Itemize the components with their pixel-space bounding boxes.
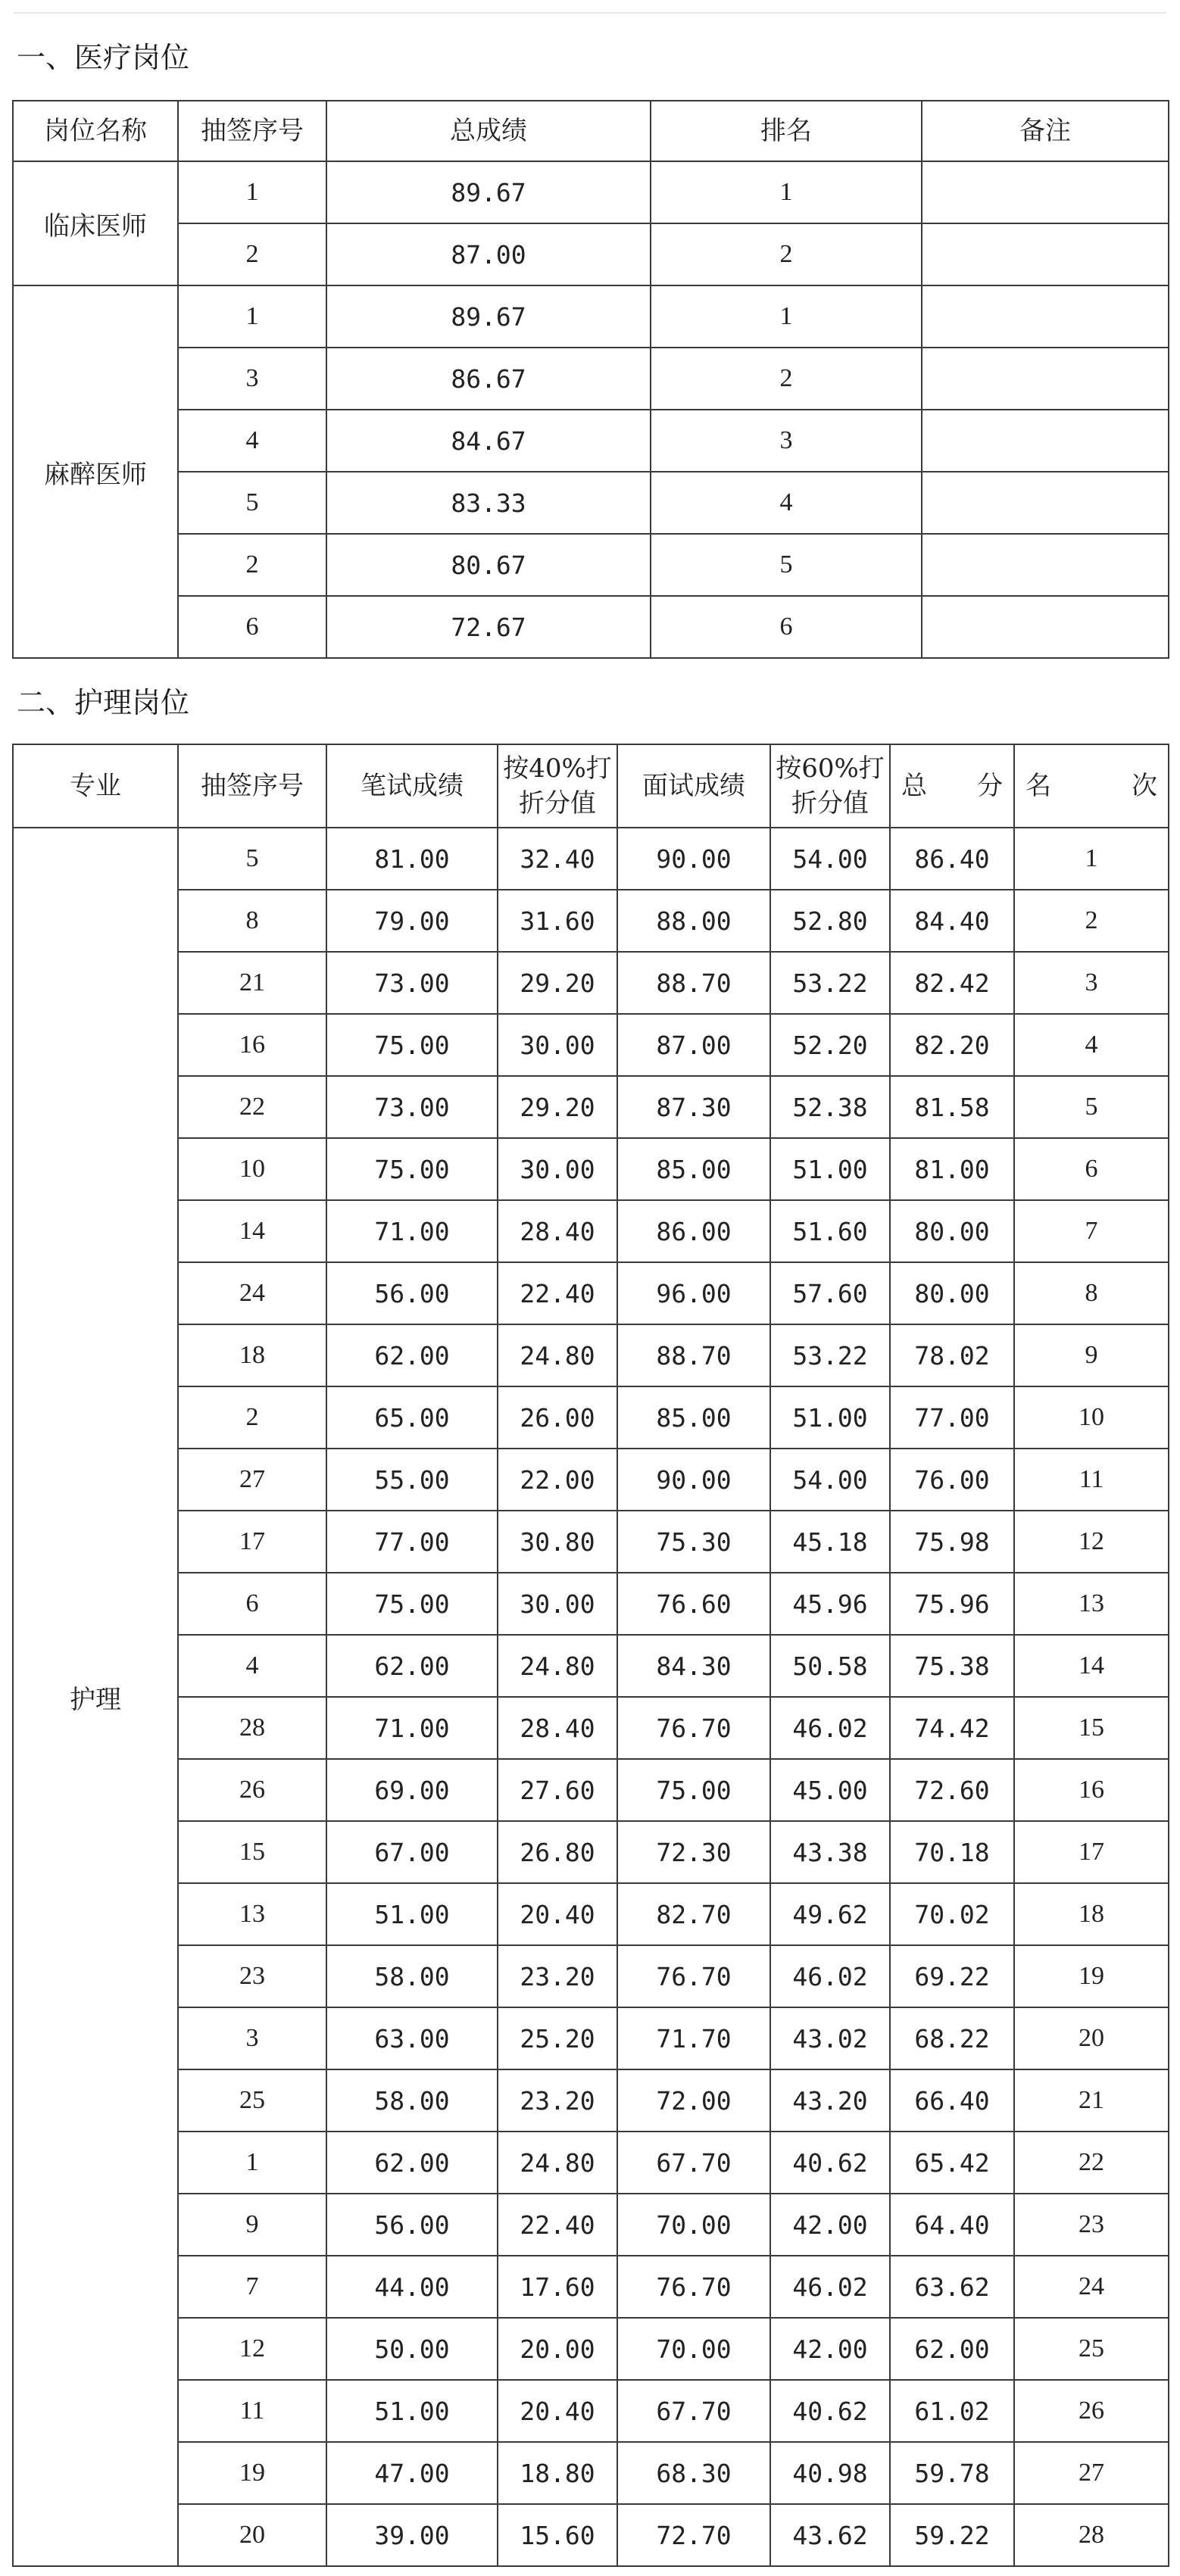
total-score-cell: 81.58 <box>890 1076 1014 1138</box>
draw-number-cell: 2 <box>178 1386 326 1449</box>
written-40pct-cell: 28.40 <box>498 1200 617 1262</box>
draw-number-cell: 1 <box>178 285 326 348</box>
total-score-cell: 75.98 <box>890 1511 1014 1573</box>
post-name-cell: 临床医师 <box>13 161 178 285</box>
interview-score-cell: 88.00 <box>617 890 770 952</box>
total-score-cell: 80.00 <box>890 1262 1014 1324</box>
table-row <box>13 2132 1169 2194</box>
written-40pct-cell: 30.00 <box>498 1573 617 1635</box>
interview-score-cell: 72.00 <box>617 2069 770 2132</box>
draw-number-cell: 14 <box>178 1200 326 1262</box>
interview-60pct-cell: 46.02 <box>770 1697 890 1759</box>
interview-60pct-cell: 45.96 <box>770 1573 890 1635</box>
header-draw-number: 抽签序号 <box>178 101 326 161</box>
interview-score-cell: 67.70 <box>617 2132 770 2194</box>
rank-cell: 18 <box>1014 1883 1169 1945</box>
header-major: 专业 <box>13 744 178 828</box>
interview-60pct-cell: 46.02 <box>770 1945 890 2007</box>
interview-score-cell: 67.70 <box>617 2380 770 2442</box>
table-row <box>13 1076 1169 1138</box>
rank-cell: 5 <box>651 534 922 596</box>
table-row <box>13 1759 1169 1821</box>
written-40pct-cell: 28.40 <box>498 1697 617 1759</box>
draw-number-cell: 27 <box>178 1449 326 1511</box>
draw-number-cell: 4 <box>178 1635 326 1697</box>
draw-number-cell: 4 <box>178 410 326 472</box>
written-40pct-cell: 22.40 <box>498 2194 617 2256</box>
table-row <box>13 2069 1169 2132</box>
total-score-cell: 76.00 <box>890 1449 1014 1511</box>
table-row <box>13 2442 1169 2504</box>
header-interview-60pct-line2: 折分值 <box>791 788 869 819</box>
written-score-cell: 75.00 <box>326 1014 498 1076</box>
interview-60pct-cell: 42.00 <box>770 2194 890 2256</box>
interview-60pct-cell: 45.18 <box>770 1511 890 1573</box>
rank-cell: 6 <box>651 596 922 658</box>
written-40pct-cell: 24.80 <box>498 1635 617 1697</box>
written-40pct-cell: 29.20 <box>498 952 617 1014</box>
header-written-40pct-line1: 按40%打 <box>503 753 612 784</box>
written-score-cell: 73.00 <box>326 952 498 1014</box>
rank-cell: 11 <box>1014 1449 1169 1511</box>
interview-score-cell: 87.30 <box>617 1076 770 1138</box>
draw-number-cell: 18 <box>178 1324 326 1386</box>
section1-title: 一、医疗岗位 <box>17 41 190 74</box>
total-score-cell: 70.18 <box>890 1821 1014 1883</box>
draw-number-cell: 10 <box>178 1138 326 1200</box>
written-score-cell: 75.00 <box>326 1573 498 1635</box>
medical-results-table <box>12 100 1169 659</box>
written-score-cell: 75.00 <box>326 1138 498 1200</box>
interview-60pct-cell: 51.00 <box>770 1386 890 1449</box>
draw-number-cell: 20 <box>178 2504 326 2566</box>
total-score-cell: 66.40 <box>890 2069 1014 2132</box>
written-40pct-cell: 26.80 <box>498 1821 617 1883</box>
rank-cell: 27 <box>1014 2442 1169 2504</box>
interview-score-cell: 72.30 <box>617 1821 770 1883</box>
remarks-cell <box>922 348 1169 410</box>
major-cell: 护理 <box>13 828 178 2566</box>
total-score-cell: 68.22 <box>890 2007 1014 2069</box>
written-40pct-cell: 32.40 <box>498 828 617 890</box>
interview-60pct-cell: 57.60 <box>770 1262 890 1324</box>
table-row <box>13 1324 1169 1386</box>
total-score-cell: 77.00 <box>890 1386 1014 1449</box>
draw-number-cell: 3 <box>178 2007 326 2069</box>
header-interview-60pct-line1: 按60%打 <box>776 753 885 784</box>
interview-score-cell: 84.30 <box>617 1635 770 1697</box>
rank-cell: 20 <box>1014 2007 1169 2069</box>
written-40pct-cell: 24.80 <box>498 1324 617 1386</box>
total-score-cell: 87.00 <box>326 223 651 285</box>
total-score-cell: 80.00 <box>890 1200 1014 1262</box>
table-row <box>13 285 1169 348</box>
rank-cell: 5 <box>1014 1076 1169 1138</box>
interview-60pct-cell: 51.60 <box>770 1200 890 1262</box>
rank-cell: 12 <box>1014 1511 1169 1573</box>
draw-number-cell: 22 <box>178 1076 326 1138</box>
rank-cell: 10 <box>1014 1386 1169 1449</box>
interview-score-cell: 85.00 <box>617 1386 770 1449</box>
rank-cell: 1 <box>1014 828 1169 890</box>
interview-60pct-cell: 53.22 <box>770 952 890 1014</box>
rank-cell: 15 <box>1014 1697 1169 1759</box>
draw-number-cell: 7 <box>178 2256 326 2318</box>
written-40pct-cell: 31.60 <box>498 890 617 952</box>
interview-score-cell: 70.00 <box>617 2194 770 2256</box>
draw-number-cell: 2 <box>178 534 326 596</box>
draw-number-cell: 28 <box>178 1697 326 1759</box>
written-40pct-cell: 20.40 <box>498 2380 617 2442</box>
header-written-40pct-line2: 折分值 <box>518 788 596 819</box>
interview-score-cell: 87.00 <box>617 1014 770 1076</box>
draw-number-cell: 12 <box>178 2318 326 2380</box>
table-row <box>13 1821 1169 1883</box>
total-score-cell: 80.67 <box>326 534 651 596</box>
table-row <box>13 1386 1169 1449</box>
written-score-cell: 63.00 <box>326 2007 498 2069</box>
interview-score-cell: 75.30 <box>617 1511 770 1573</box>
draw-number-cell: 21 <box>178 952 326 1014</box>
total-score-cell: 89.67 <box>326 161 651 223</box>
header-interview-60pct <box>770 744 890 828</box>
written-40pct-cell: 22.40 <box>498 1262 617 1324</box>
interview-60pct-cell: 46.02 <box>770 2256 890 2318</box>
draw-number-cell: 26 <box>178 1759 326 1821</box>
total-score-cell: 75.96 <box>890 1573 1014 1635</box>
interview-score-cell: 76.70 <box>617 1697 770 1759</box>
draw-number-cell: 8 <box>178 890 326 952</box>
written-score-cell: 47.00 <box>326 2442 498 2504</box>
rank-cell: 22 <box>1014 2132 1169 2194</box>
written-score-cell: 67.00 <box>326 1821 498 1883</box>
header-rank <box>1014 744 1169 828</box>
rank-cell: 2 <box>651 223 922 285</box>
rank-cell: 3 <box>651 410 922 472</box>
written-score-cell: 73.00 <box>326 1076 498 1138</box>
written-40pct-cell: 20.40 <box>498 1883 617 1945</box>
draw-number-cell: 9 <box>178 2194 326 2256</box>
rank-cell: 1 <box>651 285 922 348</box>
total-score-cell: 86.40 <box>890 828 1014 890</box>
draw-number-cell: 25 <box>178 2069 326 2132</box>
written-40pct-cell: 30.00 <box>498 1014 617 1076</box>
written-score-cell: 55.00 <box>326 1449 498 1511</box>
header-rank-char1: 名 <box>1025 771 1051 801</box>
table-row <box>13 1945 1169 2007</box>
table-row <box>13 2007 1169 2069</box>
table-row <box>13 410 1169 472</box>
interview-60pct-cell: 43.20 <box>770 2069 890 2132</box>
total-score-cell: 62.00 <box>890 2318 1014 2380</box>
table-row <box>13 596 1169 658</box>
total-score-cell: 64.40 <box>890 2194 1014 2256</box>
total-score-cell: 63.62 <box>890 2256 1014 2318</box>
total-score-cell: 75.38 <box>890 1635 1014 1697</box>
rank-cell: 2 <box>1014 890 1169 952</box>
total-score-cell: 65.42 <box>890 2132 1014 2194</box>
written-score-cell: 69.00 <box>326 1759 498 1821</box>
draw-number-cell: 5 <box>178 472 326 534</box>
written-40pct-cell: 23.20 <box>498 2069 617 2132</box>
interview-score-cell: 86.00 <box>617 1200 770 1262</box>
rank-cell: 17 <box>1014 1821 1169 1883</box>
header-draw-number: 抽签序号 <box>178 744 326 828</box>
header-rank: 排名 <box>651 101 922 161</box>
interview-60pct-cell: 54.00 <box>770 828 890 890</box>
table-row <box>13 534 1169 596</box>
written-score-cell: 81.00 <box>326 828 498 890</box>
table-row <box>13 2256 1169 2318</box>
rank-cell: 3 <box>1014 952 1169 1014</box>
total-score-cell: 89.67 <box>326 285 651 348</box>
header-total-char1: 总 <box>901 771 927 801</box>
total-score-cell: 84.40 <box>890 890 1014 952</box>
written-40pct-cell: 15.60 <box>498 2504 617 2566</box>
header-rank-char2: 次 <box>1132 771 1157 801</box>
written-40pct-cell: 17.60 <box>498 2256 617 2318</box>
draw-number-cell: 19 <box>178 2442 326 2504</box>
interview-60pct-cell: 43.62 <box>770 2504 890 2566</box>
interview-60pct-cell: 54.00 <box>770 1449 890 1511</box>
draw-number-cell: 6 <box>178 1573 326 1635</box>
draw-number-cell: 2 <box>178 223 326 285</box>
interview-60pct-cell: 42.00 <box>770 2318 890 2380</box>
post-name-cell: 麻醉医师 <box>13 285 178 658</box>
draw-number-cell: 17 <box>178 1511 326 1573</box>
rank-cell: 4 <box>1014 1014 1169 1076</box>
interview-60pct-cell: 49.62 <box>770 1883 890 1945</box>
rank-cell: 25 <box>1014 2318 1169 2380</box>
table-row <box>13 1573 1169 1635</box>
total-score-cell: 61.02 <box>890 2380 1014 2442</box>
draw-number-cell: 23 <box>178 1945 326 2007</box>
interview-60pct-cell: 52.80 <box>770 890 890 952</box>
rank-cell: 4 <box>651 472 922 534</box>
header-written-score: 笔试成绩 <box>326 744 498 828</box>
draw-number-cell: 16 <box>178 1014 326 1076</box>
table-row <box>13 1014 1169 1076</box>
draw-number-cell: 11 <box>178 2380 326 2442</box>
draw-number-cell: 3 <box>178 348 326 410</box>
written-40pct-cell: 23.20 <box>498 1945 617 2007</box>
written-40pct-cell: 30.80 <box>498 1511 617 1573</box>
header-post-name: 岗位名称 <box>13 101 178 161</box>
rank-cell: 2 <box>651 348 922 410</box>
written-score-cell: 71.00 <box>326 1200 498 1262</box>
written-40pct-cell: 27.60 <box>498 1759 617 1821</box>
nursing-results-table <box>12 744 1169 2567</box>
table-row <box>13 1697 1169 1759</box>
draw-number-cell: 5 <box>178 828 326 890</box>
written-score-cell: 39.00 <box>326 2504 498 2566</box>
rank-cell: 19 <box>1014 1945 1169 2007</box>
total-score-cell: 82.20 <box>890 1014 1014 1076</box>
table-header-row <box>13 744 1169 828</box>
section2-title: 二、护理岗位 <box>17 686 190 719</box>
table-row <box>13 223 1169 285</box>
table-row <box>13 1138 1169 1200</box>
written-40pct-cell: 29.20 <box>498 1076 617 1138</box>
written-40pct-cell: 24.80 <box>498 2132 617 2194</box>
interview-score-cell: 76.70 <box>617 2256 770 2318</box>
header-total <box>890 744 1014 828</box>
table-row <box>13 2504 1169 2566</box>
interview-score-cell: 75.00 <box>617 1759 770 1821</box>
remarks-cell <box>922 223 1169 285</box>
header-written-40pct <box>498 744 617 828</box>
written-score-cell: 56.00 <box>326 2194 498 2256</box>
interview-60pct-cell: 43.02 <box>770 2007 890 2069</box>
top-divider <box>14 12 1166 14</box>
table-row <box>13 472 1169 534</box>
interview-score-cell: 72.70 <box>617 2504 770 2566</box>
written-score-cell: 44.00 <box>326 2256 498 2318</box>
written-score-cell: 65.00 <box>326 1386 498 1449</box>
draw-number-cell: 13 <box>178 1883 326 1945</box>
table-row <box>13 1883 1169 1945</box>
rank-cell: 23 <box>1014 2194 1169 2256</box>
table-row <box>13 161 1169 223</box>
rank-cell: 6 <box>1014 1138 1169 1200</box>
total-score-cell: 72.67 <box>326 596 651 658</box>
written-score-cell: 50.00 <box>326 2318 498 2380</box>
interview-score-cell: 85.00 <box>617 1138 770 1200</box>
written-40pct-cell: 20.00 <box>498 2318 617 2380</box>
total-score-cell: 81.00 <box>890 1138 1014 1200</box>
table-row <box>13 1262 1169 1324</box>
total-score-cell: 59.22 <box>890 2504 1014 2566</box>
written-score-cell: 58.00 <box>326 1945 498 2007</box>
remarks-cell <box>922 534 1169 596</box>
rank-cell: 7 <box>1014 1200 1169 1262</box>
interview-score-cell: 88.70 <box>617 952 770 1014</box>
draw-number-cell: 1 <box>178 161 326 223</box>
table-row <box>13 1511 1169 1573</box>
written-40pct-cell: 25.20 <box>498 2007 617 2069</box>
rank-cell: 26 <box>1014 2380 1169 2442</box>
interview-score-cell: 68.30 <box>617 2442 770 2504</box>
remarks-cell <box>922 161 1169 223</box>
interview-60pct-cell: 53.22 <box>770 1324 890 1386</box>
total-score-cell: 74.42 <box>890 1697 1014 1759</box>
header-interview-60pct-text <box>776 751 885 821</box>
draw-number-cell: 1 <box>178 2132 326 2194</box>
total-score-cell: 84.67 <box>326 410 651 472</box>
table-row <box>13 2194 1169 2256</box>
rank-cell: 21 <box>1014 2069 1169 2132</box>
interview-60pct-cell: 51.00 <box>770 1138 890 1200</box>
total-score-cell: 86.67 <box>326 348 651 410</box>
table-row <box>13 952 1169 1014</box>
written-score-cell: 62.00 <box>326 2132 498 2194</box>
total-score-cell: 59.78 <box>890 2442 1014 2504</box>
interview-score-cell: 71.70 <box>617 2007 770 2069</box>
rank-cell: 24 <box>1014 2256 1169 2318</box>
written-score-cell: 51.00 <box>326 1883 498 1945</box>
table-row <box>13 890 1169 952</box>
total-score-cell: 72.60 <box>890 1759 1014 1821</box>
remarks-cell <box>922 472 1169 534</box>
written-score-cell: 58.00 <box>326 2069 498 2132</box>
header-total-char2: 分 <box>977 771 1003 801</box>
interview-score-cell: 88.70 <box>617 1324 770 1386</box>
header-total-text <box>891 769 1013 803</box>
interview-score-cell: 90.00 <box>617 1449 770 1511</box>
table-row <box>13 1200 1169 1262</box>
remarks-cell <box>922 596 1169 658</box>
interview-score-cell: 82.70 <box>617 1883 770 1945</box>
interview-60pct-cell: 40.62 <box>770 2380 890 2442</box>
written-score-cell: 62.00 <box>326 1324 498 1386</box>
draw-number-cell: 24 <box>178 1262 326 1324</box>
table-row <box>13 2380 1169 2442</box>
header-interview-score: 面试成绩 <box>617 744 770 828</box>
header-written-40pct-text <box>503 751 612 821</box>
total-score-cell: 83.33 <box>326 472 651 534</box>
written-score-cell: 62.00 <box>326 1635 498 1697</box>
draw-number-cell: 6 <box>178 596 326 658</box>
interview-60pct-cell: 40.62 <box>770 2132 890 2194</box>
remarks-cell <box>922 285 1169 348</box>
written-score-cell: 51.00 <box>326 2380 498 2442</box>
interview-60pct-cell: 40.98 <box>770 2442 890 2504</box>
written-score-cell: 77.00 <box>326 1511 498 1573</box>
header-rank-text <box>1015 769 1168 803</box>
interview-60pct-cell: 52.20 <box>770 1014 890 1076</box>
interview-score-cell: 76.60 <box>617 1573 770 1635</box>
remarks-cell <box>922 410 1169 472</box>
rank-cell: 1 <box>651 161 922 223</box>
written-score-cell: 79.00 <box>326 890 498 952</box>
interview-60pct-cell: 45.00 <box>770 1759 890 1821</box>
table-header-row <box>13 101 1169 161</box>
total-score-cell: 69.22 <box>890 1945 1014 2007</box>
total-score-cell: 70.02 <box>890 1883 1014 1945</box>
written-score-cell: 71.00 <box>326 1697 498 1759</box>
interview-60pct-cell: 52.38 <box>770 1076 890 1138</box>
table-row <box>13 2318 1169 2380</box>
rank-cell: 14 <box>1014 1635 1169 1697</box>
written-40pct-cell: 26.00 <box>498 1386 617 1449</box>
rank-cell: 8 <box>1014 1262 1169 1324</box>
rank-cell: 9 <box>1014 1324 1169 1386</box>
draw-number-cell: 15 <box>178 1821 326 1883</box>
table-row <box>13 1449 1169 1511</box>
total-score-cell: 82.42 <box>890 952 1014 1014</box>
interview-score-cell: 70.00 <box>617 2318 770 2380</box>
interview-60pct-cell: 50.58 <box>770 1635 890 1697</box>
written-score-cell: 56.00 <box>326 1262 498 1324</box>
interview-60pct-cell: 43.38 <box>770 1821 890 1883</box>
table-row <box>13 828 1169 890</box>
interview-score-cell: 96.00 <box>617 1262 770 1324</box>
table-row <box>13 1635 1169 1697</box>
table-row <box>13 348 1169 410</box>
interview-score-cell: 76.70 <box>617 1945 770 2007</box>
written-40pct-cell: 30.00 <box>498 1138 617 1200</box>
header-total-score: 总成绩 <box>326 101 651 161</box>
rank-cell: 28 <box>1014 2504 1169 2566</box>
header-remarks: 备注 <box>922 101 1169 161</box>
total-score-cell: 78.02 <box>890 1324 1014 1386</box>
written-40pct-cell: 22.00 <box>498 1449 617 1511</box>
written-40pct-cell: 18.80 <box>498 2442 617 2504</box>
rank-cell: 13 <box>1014 1573 1169 1635</box>
rank-cell: 16 <box>1014 1759 1169 1821</box>
interview-score-cell: 90.00 <box>617 828 770 890</box>
